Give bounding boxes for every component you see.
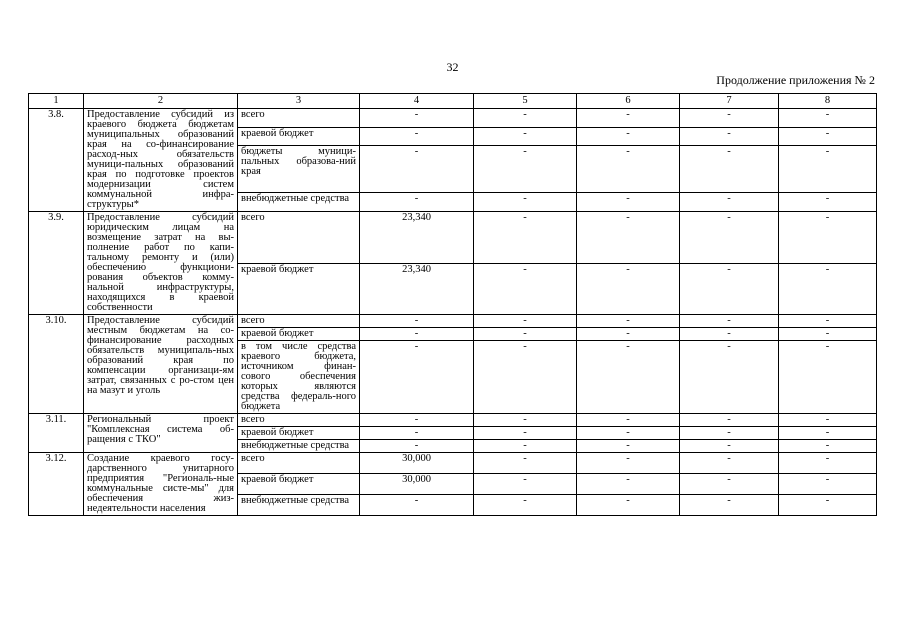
funding-value-col-7: - (680, 315, 779, 328)
item-number: 3.11. (29, 414, 84, 453)
funding-value-col-7: - (680, 495, 779, 516)
item-name: Создание краевого госу-дарственного унитарного предприятия "Региональ-ные коммунальные систе-мы" для обеспечения жиз-недеятельности населения (84, 453, 238, 516)
funding-value-col-7: - (680, 146, 779, 193)
funding-value-col-6: - (577, 440, 680, 453)
funding-value-col-8: - (779, 263, 877, 315)
table-row (29, 414, 877, 427)
funding-value-col-6: - (577, 193, 680, 212)
funding-value-col-7: - (680, 212, 779, 264)
table-row (29, 453, 877, 474)
funding-value-col-5: - (474, 474, 577, 495)
funding-value-col-8: - (779, 146, 877, 193)
funding-value-col-4: - (360, 495, 474, 516)
funding-value-col-8: - (779, 315, 877, 328)
funding-value-col-6: - (577, 109, 680, 128)
column-header-2: 2 (84, 94, 238, 109)
funding-source: краевой бюджет (238, 427, 360, 440)
funding-value-col-8: - (779, 453, 877, 474)
funding-value-col-8: - (779, 495, 877, 516)
table-row (29, 315, 877, 328)
funding-source: всего (238, 453, 360, 474)
item-number: 3.8. (29, 109, 84, 212)
funding-value-col-6: - (577, 341, 680, 414)
funding-source: всего (238, 315, 360, 328)
funding-value-col-5: - (474, 146, 577, 193)
funding-source: внебюджетные средства (238, 193, 360, 212)
funding-value-col-4: 23,340 (360, 212, 474, 264)
funding-value-col-8: - (779, 414, 877, 427)
funding-value-col-6: - (577, 453, 680, 474)
funding-value-col-7: - (680, 263, 779, 315)
item-name: Предоставление субсидий из краевого бюджета бюджетам муниципальных образований края на со-финансирование расход-ных обязательств муници-пальных образований края по подготовке проектов модернизации систем коммунальной инфра-структуры* (84, 109, 238, 212)
table-row (29, 212, 877, 264)
funding-value-col-5: - (474, 127, 577, 146)
funding-value-col-8: - (779, 328, 877, 341)
funding-source: всего (238, 212, 360, 264)
funding-value-col-7: - (680, 328, 779, 341)
funding-value-col-4: - (360, 127, 474, 146)
page-number: 32 (446, 60, 459, 74)
funding-source: краевой бюджет (238, 263, 360, 315)
funding-value-col-5: - (474, 341, 577, 414)
funding-value-col-6: - (577, 495, 680, 516)
column-header-1: 1 (29, 94, 84, 109)
funding-value-col-4: - (360, 193, 474, 212)
funding-value-col-8: - (779, 341, 877, 414)
funding-value-col-5: - (474, 440, 577, 453)
funding-value-col-6: - (577, 263, 680, 315)
funding-value-col-8: - (779, 440, 877, 453)
funding-value-col-4: 30,000 (360, 474, 474, 495)
funding-value-col-6: - (577, 328, 680, 341)
funding-source: бюджеты муници-пальных образова-ний края (238, 146, 360, 193)
appendix-continuation-label: Продолжение приложения № 2 (716, 73, 875, 87)
funding-value-col-5: - (474, 212, 577, 264)
funding-value-col-6: - (577, 212, 680, 264)
funding-value-col-5: - (474, 495, 577, 516)
funding-value-col-5: - (474, 315, 577, 328)
funding-value-col-5: - (474, 414, 577, 427)
funding-value-col-4: - (360, 341, 474, 414)
item-name: Предоставление субсидий юридическим лицам на возмещение затрат на вы-полнение работ по капи-тальному ремонту и (или) обеспечению функциони-рования объектов комму-нальной инфраструктуры, находящихся в краевой собственности (84, 212, 238, 315)
funding-source: внебюджетные средства (238, 440, 360, 453)
table-body (29, 109, 877, 516)
funding-value-col-6: - (577, 127, 680, 146)
funding-value-col-7: - (680, 193, 779, 212)
funding-source: всего (238, 414, 360, 427)
funding-value-col-8: - (779, 109, 877, 128)
funding-value-col-4: 23,340 (360, 263, 474, 315)
column-header-8: 8 (779, 94, 877, 109)
funding-value-col-7: - (680, 341, 779, 414)
funding-source: краевой бюджет (238, 127, 360, 146)
funding-value-col-5: - (474, 427, 577, 440)
funding-value-col-7: - (680, 109, 779, 128)
funding-value-col-4: - (360, 315, 474, 328)
funding-value-col-4: - (360, 440, 474, 453)
funding-value-col-4: - (360, 109, 474, 128)
table-row (29, 109, 877, 128)
funding-value-col-7: - (680, 127, 779, 146)
funding-value-col-8: - (779, 127, 877, 146)
funding-value-col-8: - (779, 193, 877, 212)
funding-value-col-6: - (577, 315, 680, 328)
funding-value-col-6: - (577, 474, 680, 495)
funding-value-col-5: - (474, 453, 577, 474)
funding-value-col-4: - (360, 427, 474, 440)
funding-source: всего (238, 109, 360, 128)
funding-value-col-4: - (360, 146, 474, 193)
funding-value-col-4: 30,000 (360, 453, 474, 474)
item-number: 3.9. (29, 212, 84, 315)
funding-value-col-7: - (680, 440, 779, 453)
funding-source: в том числе средства краевого бюджета, источником финан-сового обеспечения которых являются средства федераль-ного бюджета (238, 341, 360, 414)
item-number: 3.12. (29, 453, 84, 516)
column-header-7: 7 (680, 94, 779, 109)
funding-value-col-8: - (779, 427, 877, 440)
funding-value-col-7: - (680, 427, 779, 440)
funding-source: краевой бюджет (238, 328, 360, 341)
funding-value-col-7: - (680, 474, 779, 495)
funding-value-col-4: - (360, 414, 474, 427)
funding-source: краевой бюджет (238, 474, 360, 495)
funding-value-col-4: - (360, 328, 474, 341)
column-header-4: 4 (360, 94, 474, 109)
funding-value-col-6: - (577, 427, 680, 440)
funding-value-col-7: - (680, 414, 779, 427)
column-header-6: 6 (577, 94, 680, 109)
funding-value-col-5: - (474, 109, 577, 128)
column-number-row (29, 94, 877, 109)
funding-source: внебюджетные средства (238, 495, 360, 516)
funding-value-col-8: - (779, 212, 877, 264)
column-header-5: 5 (474, 94, 577, 109)
item-name: Предоставление субсидий местным бюджетам на со-финансирование расходных обязательств муниципаль-ных образований края по компенсации организаци-ям затрат, связанных с ро-стом цен на мазут и уголь (84, 315, 238, 414)
appendix-table (28, 93, 877, 516)
funding-value-col-8: - (779, 474, 877, 495)
funding-value-col-6: - (577, 414, 680, 427)
item-name: Региональный проект "Комплексная система об-ращения с ТКО" (84, 414, 238, 453)
funding-value-col-6: - (577, 146, 680, 193)
funding-value-col-5: - (474, 328, 577, 341)
funding-value-col-7: - (680, 453, 779, 474)
item-number: 3.10. (29, 315, 84, 414)
funding-value-col-5: - (474, 263, 577, 315)
funding-value-col-5: - (474, 193, 577, 212)
column-header-3: 3 (238, 94, 360, 109)
